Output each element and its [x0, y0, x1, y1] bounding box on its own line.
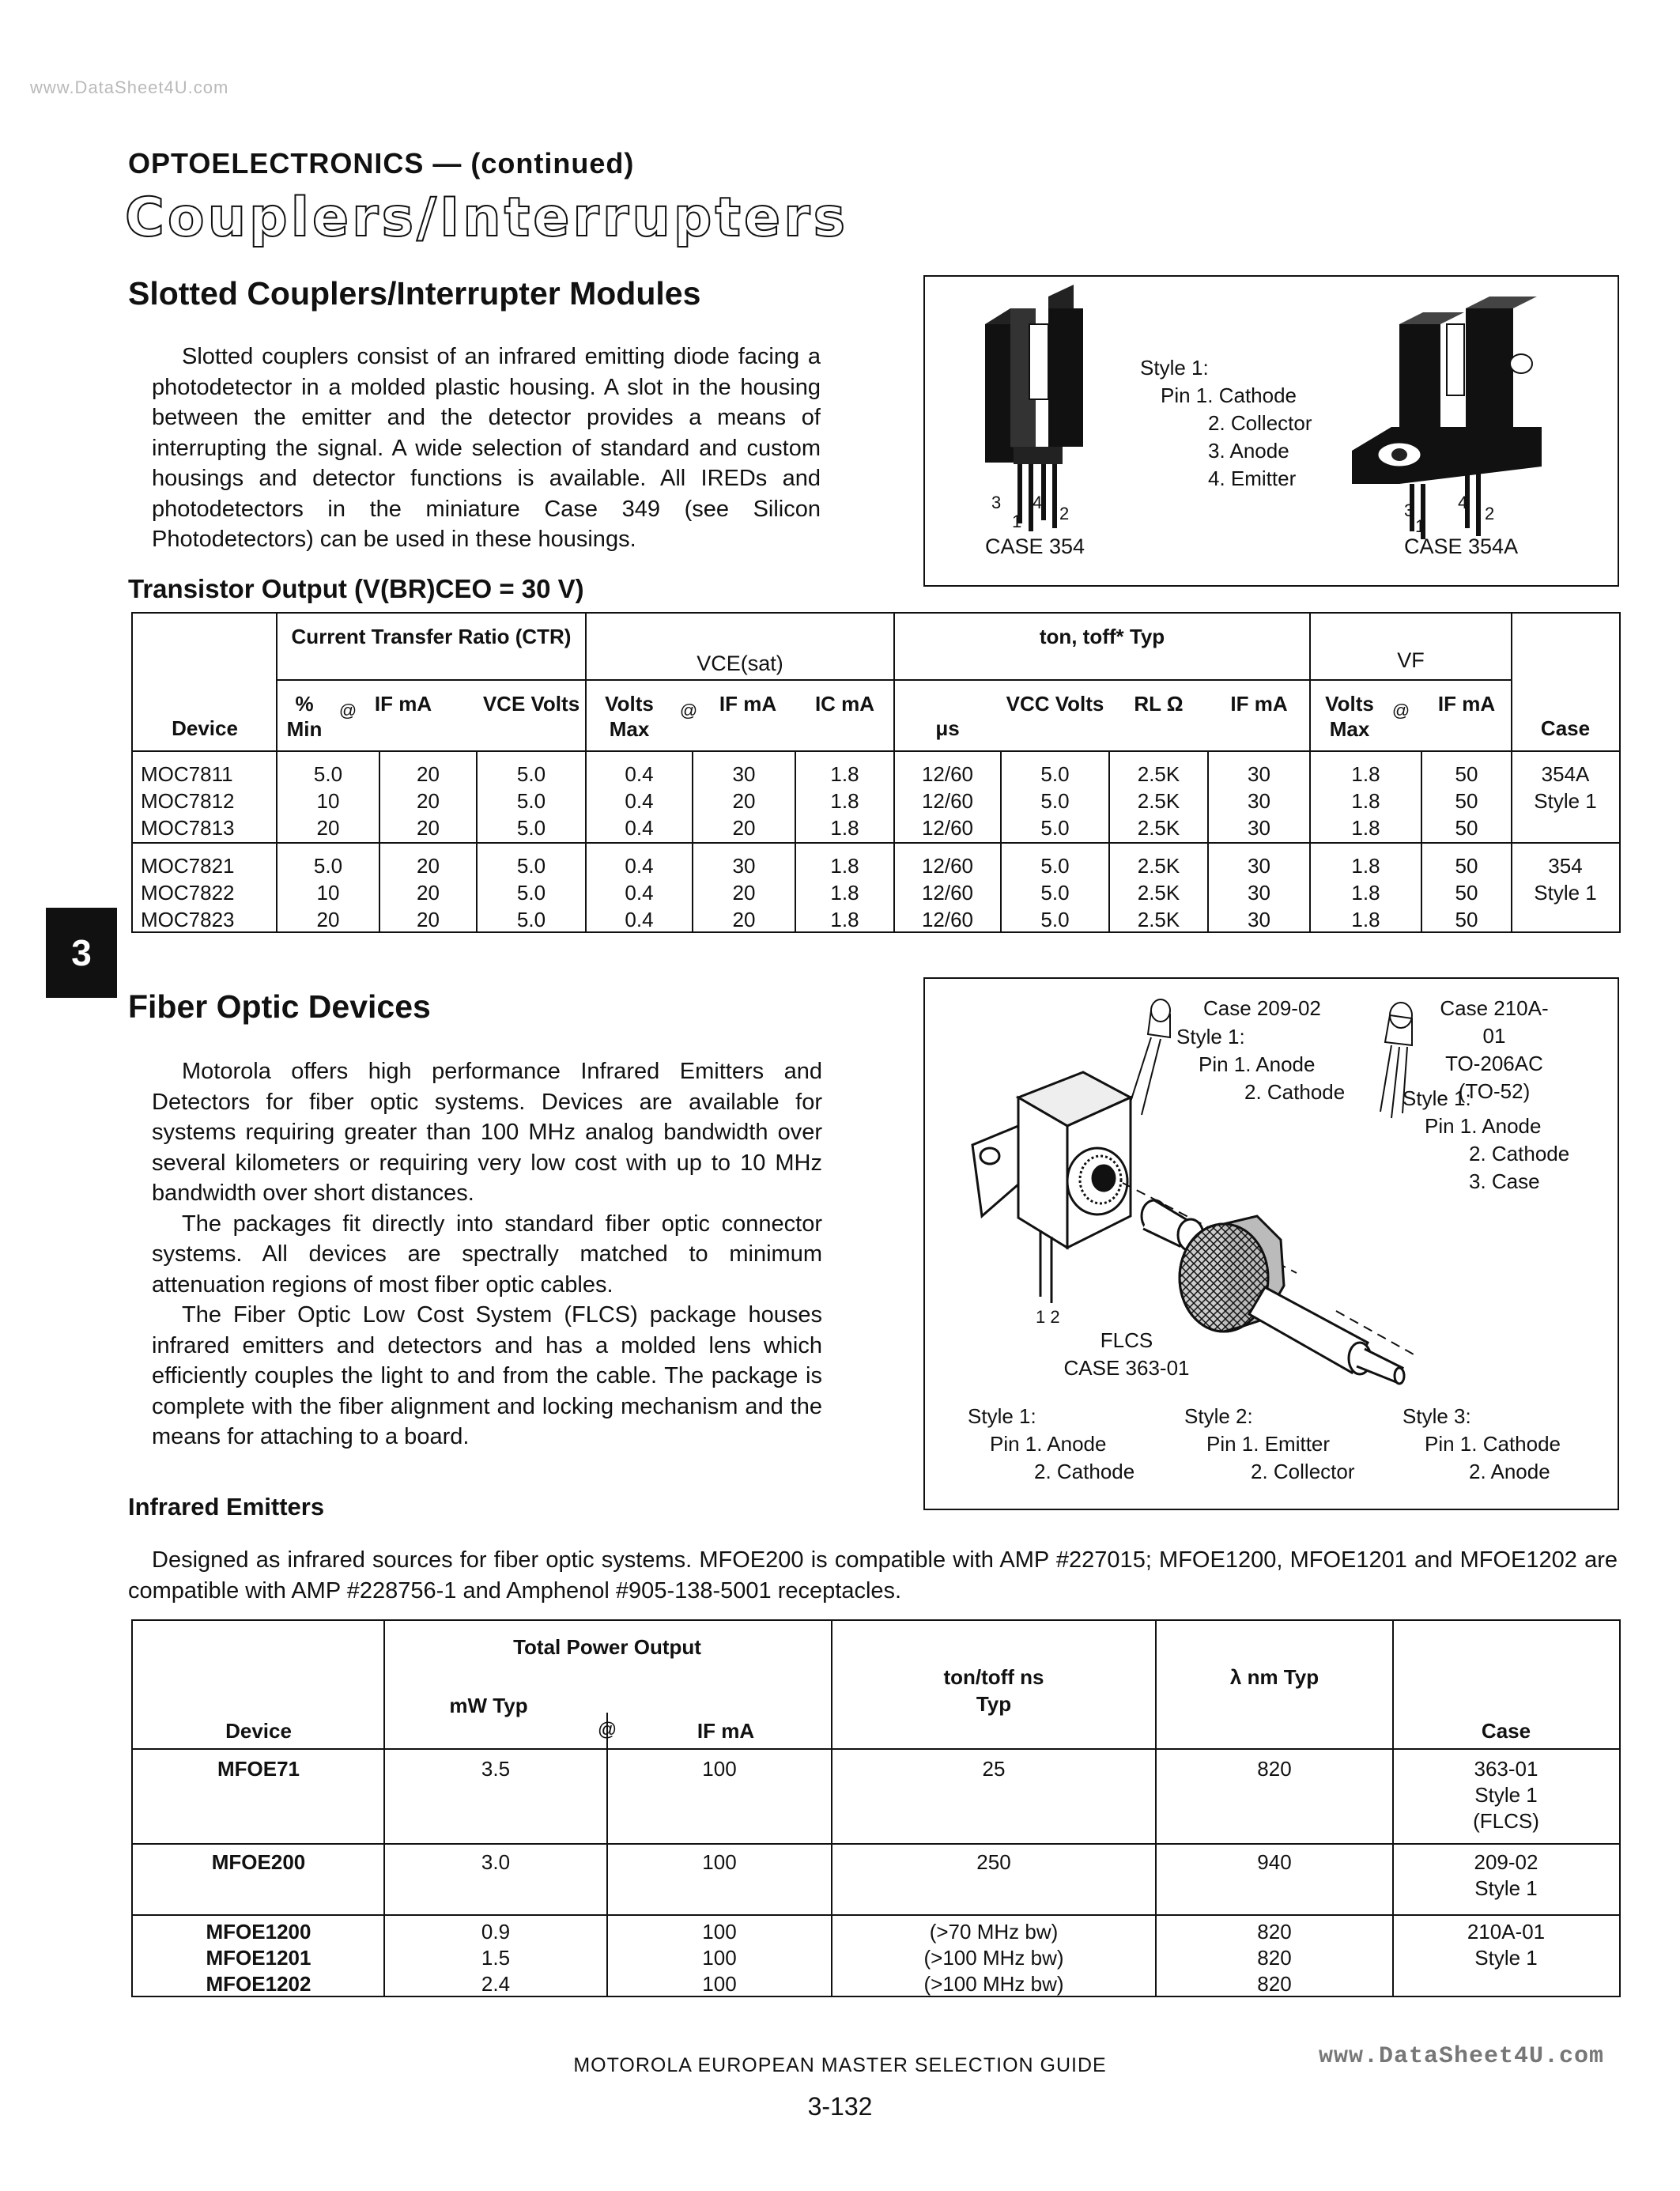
pin-num-3: 3: [991, 493, 1002, 512]
table-cell: 50: [1455, 854, 1478, 878]
device-cell: MOC7822: [141, 881, 235, 905]
col-vmax: Volts Max: [605, 692, 654, 741]
device-cell: MOC7821: [141, 854, 235, 878]
fiber-p3: The Fiber Optic Low Cost System (FLCS) package houses infrared emitters and detectors and has a molded lens which efficiently couples the light to and from the cable. The package is complete with the fiber alignment and locking mechanism and the means for attaching to a board.: [152, 1302, 822, 1449]
case-210-pin-1: Pin 1. Anode: [1425, 1114, 1542, 1138]
table-cell: (>100 MHz bw): [923, 1972, 1064, 1996]
table-cell: 100: [702, 1850, 737, 1874]
table-cell: 3.0: [481, 1850, 511, 1874]
case-354a-drawing: [1352, 297, 1542, 539]
col-rl: RL Ω: [1134, 692, 1184, 716]
table-cell: 12/60: [921, 789, 974, 813]
table-cell: 1.5: [481, 1946, 511, 1970]
table-cell: 1.8: [1351, 881, 1380, 905]
table-cell: 20: [316, 816, 340, 840]
table-cell: 0.4: [625, 881, 654, 905]
em-col-at: @: [597, 1719, 617, 1740]
fiber-style-3-pin-2: 2. Anode: [1469, 1460, 1550, 1483]
table-cell: 50: [1455, 762, 1478, 786]
table-cell: 209-02: [1474, 1850, 1538, 1874]
table-cell: 5.0: [516, 881, 546, 905]
fiber-style-1-pin-2: 2. Cathode: [1034, 1460, 1135, 1483]
table-cell: 25: [982, 1757, 1006, 1781]
footer-guide: MOTOROLA EUROPEAN MASTER SELECTION GUIDE: [573, 2054, 1107, 2076]
table-cell: 0.4: [625, 762, 654, 786]
fiber-style-1: [968, 1403, 1134, 1486]
table-cell: Style 1: [1474, 1876, 1538, 1900]
fiber-figure: [923, 977, 1619, 1510]
table-cell: 5.0: [516, 816, 546, 840]
case-210-pin-3: 3. Case: [1469, 1169, 1540, 1193]
col-us: μs: [935, 716, 960, 740]
emitters-description: Designed as infrared sources for fiber optic systems. MFOE200 is compatible with AMP #227015; MFOE1200, MFOE1201 and MFOE1202 are compatible with AMP #228756-1 and Amphenol #905-138-5001 receptacles.: [128, 1547, 1618, 1604]
pin-num-2: 2: [1059, 504, 1070, 523]
table-cell: 20: [417, 854, 440, 878]
fiber-style-3-label: Style 3:: [1403, 1404, 1471, 1428]
case-209-label: Case 209-02: [1203, 996, 1321, 1020]
table-cell: 20: [732, 881, 756, 905]
table-cell: 2.5K: [1137, 762, 1180, 786]
case-210-pin-2: 2. Cathode: [1469, 1142, 1570, 1165]
case-cell: 354A: [1541, 762, 1590, 786]
fiber-style-1-pin-1: Pin 1. Anode: [990, 1432, 1107, 1456]
table-cell: 1.8: [830, 789, 859, 813]
ton-group-header: ton, toff* Typ: [1039, 625, 1165, 648]
chapter-tab: 3: [46, 908, 117, 998]
flcs-drawing: [972, 1072, 1131, 1303]
device-cell: MFOE200: [211, 1850, 306, 1874]
table-cell: 1.8: [1351, 762, 1380, 786]
case-209-style-label: Style 1:: [1176, 1025, 1245, 1048]
table-cell: Style 1: [1474, 1783, 1538, 1807]
table-cell: 820: [1257, 1972, 1292, 1996]
fiber-style-2-pin-2: 2. Collector: [1251, 1460, 1355, 1483]
fiber-paragraphs: [152, 1056, 822, 1452]
case-210-style-label: Style 1:: [1403, 1086, 1471, 1110]
table-cell: 1.8: [830, 816, 859, 840]
table-cell: 5.0: [313, 762, 343, 786]
col-if3: IF mA: [1230, 692, 1288, 716]
table-cell: 5.0: [1040, 881, 1070, 905]
flcs-line-1: FLCS: [1100, 1328, 1153, 1352]
col-at1: @: [338, 701, 357, 720]
table-cell: Style 1: [1474, 1946, 1538, 1970]
emitters-table: [131, 1619, 1621, 1997]
table-cell: 30: [1248, 816, 1270, 840]
table-cell: 5.0: [1040, 789, 1070, 813]
em-col-if: IF mA: [697, 1719, 755, 1743]
watermark-bottom: www.DataSheet4U.com: [1319, 2043, 1605, 2070]
table-cell: 2.5K: [1137, 854, 1180, 878]
pin-num-2b: 2: [1485, 504, 1495, 523]
device-cell: MFOE1201: [206, 1946, 311, 1970]
pin-4: 4. Emitter: [1208, 467, 1297, 490]
device-cell: MFOE71: [217, 1757, 300, 1781]
device-cell: MOC7823: [141, 908, 235, 931]
table-cell: 940: [1257, 1850, 1292, 1874]
table-cell: (>70 MHz bw): [929, 1920, 1059, 1944]
ctr-group-header: Current Transfer Ratio (CTR): [291, 625, 572, 648]
table-cell: 12/60: [921, 854, 974, 878]
col-vcc: VCC Volts: [1006, 692, 1104, 716]
slotted-figure: [923, 275, 1619, 587]
fiber-style-3-pin-1: Pin 1. Cathode: [1425, 1432, 1561, 1456]
table-cell: 20: [417, 789, 440, 813]
col-ic: IC mA: [814, 692, 875, 716]
table-cell: 30: [1248, 854, 1270, 878]
table-cell: 5.0: [516, 789, 546, 813]
pin-num-3b: 3: [1404, 501, 1414, 520]
table-cell: 100: [702, 1757, 737, 1781]
table-cell: 5.0: [1040, 908, 1070, 931]
case-354a-label: CASE 354A: [1404, 535, 1519, 558]
table-cell: 363-01: [1474, 1757, 1538, 1781]
pin-2: 2. Collector: [1208, 411, 1312, 435]
col-vce: VCE Volts: [482, 692, 580, 716]
table-cell: 3.5: [481, 1757, 511, 1781]
case-cell: Style 1: [1534, 881, 1597, 905]
fiber-style-2-pin-1: Pin 1. Emitter: [1206, 1432, 1331, 1456]
pin-1: Pin 1. Cathode: [1161, 383, 1297, 407]
table-cell: 30: [1248, 908, 1270, 931]
device-cell: MFOE1200: [206, 1920, 311, 1944]
transistor-table: [131, 612, 1621, 933]
col-at2: @: [679, 701, 698, 720]
table-cell: 50: [1455, 816, 1478, 840]
style-1-block: [1140, 354, 1312, 493]
table-cell: 20: [417, 881, 440, 905]
table-cell: 50: [1455, 881, 1478, 905]
fiber-p1: Motorola offers high performance Infrared Emitters and Detectors for fiber optic systems. Devices are available for systems requiring greater than 100 MHz analog bandwidth over several kilometers or requiring very low cost with up to 10 MHz bandwidth over short distances.: [152, 1059, 822, 1206]
case-210-line-3: (TO-52): [1458, 1079, 1531, 1103]
fiber-style-2: [1184, 1403, 1355, 1486]
table-cell: 20: [732, 816, 756, 840]
table-cell: 5.0: [313, 854, 343, 878]
table-cell: 0.4: [625, 789, 654, 813]
table-cell: 100: [702, 1946, 737, 1970]
table-cell: 20: [417, 762, 440, 786]
pin-num-1b: 1: [1415, 516, 1425, 536]
table-cell: 12/60: [921, 762, 974, 786]
table-cell: 2.5K: [1137, 908, 1180, 931]
fiber-style-2-label: Style 2:: [1184, 1404, 1253, 1428]
table-cell: 1.8: [830, 881, 859, 905]
slotted-heading: Slotted Couplers/Interrupter Modules: [128, 275, 701, 312]
device-cell: MFOE1202: [206, 1972, 311, 1996]
table-cell: 12/60: [921, 816, 974, 840]
flcs-line-2: CASE 363-01: [1063, 1356, 1190, 1380]
table-cell: 0.4: [625, 816, 654, 840]
slotted-paragraph: [152, 342, 821, 555]
table-cell: 30: [732, 762, 756, 786]
table-cell: 20: [316, 908, 340, 931]
case-210-line-2: TO-206AC: [1445, 1052, 1543, 1075]
table-cell: 820: [1257, 1946, 1292, 1970]
table-cell: 2.4: [481, 1972, 511, 1996]
col-pct: % Min: [286, 692, 323, 741]
table-cell: 12/60: [921, 881, 974, 905]
slotted-text: Slotted couplers consist of an infrared emitting diode facing a photodetector in a molded plastic housing. A slot in the housing between the emitter and the detector provides a means of interrupting the signal. A wide selection of standard and custom housings and detector functions is available. All IREDs and photodetectors in the miniature Case 349 (see Silicon Photodetectors) can be used in these housings.: [152, 344, 821, 552]
table-cell: 1.8: [1351, 908, 1380, 931]
transistor-table-title: Transistor Output (V(BR)CEO = 30 V): [128, 574, 584, 603]
table-cell: 20: [732, 908, 756, 931]
vf-group-header: VF: [1397, 648, 1425, 672]
table-cell: 1.8: [830, 908, 859, 931]
table-cell: 5.0: [516, 854, 546, 878]
table-cell: 820: [1257, 1757, 1292, 1781]
fiber-heading: Fiber Optic Devices: [128, 988, 431, 1025]
pin-num-4: 4: [1033, 493, 1043, 512]
table-cell: 30: [732, 854, 756, 878]
em-col-case: Case: [1481, 1719, 1531, 1743]
emitters-heading: Infrared Emitters: [128, 1493, 325, 1520]
table-cell: 10: [316, 789, 340, 813]
table-cell: 50: [1455, 908, 1478, 931]
col-if1: IF mA: [374, 692, 432, 716]
col-at3: @: [1391, 701, 1410, 720]
em-col-tpo: Total Power Output: [513, 1635, 701, 1659]
style-label: Style 1:: [1140, 356, 1209, 380]
table-cell: 5.0: [1040, 762, 1070, 786]
fiber-p2: The packages fit directly into standard fiber optic connector systems. All devices are spectrally matched to minimum attenuation regions of most fiber optic cables.: [152, 1211, 822, 1298]
table-cell: 210A-01: [1467, 1920, 1546, 1944]
page-title: Couplers/Interrupters: [125, 187, 849, 249]
section-heading: OPTOELECTRONICS — (continued): [128, 147, 635, 179]
table-cell: (>100 MHz bw): [923, 1946, 1064, 1970]
vcesat-group-header: VCE(sat): [697, 652, 783, 675]
table-cell: 20: [732, 789, 756, 813]
case-354-label: CASE 354: [985, 535, 1085, 558]
table-cell: 1.8: [1351, 854, 1380, 878]
table-cell: 0.4: [625, 908, 654, 931]
table-cell: 20: [417, 908, 440, 931]
em-col-device: Device: [225, 1719, 292, 1743]
table-cell: 250: [976, 1850, 1011, 1874]
table-cell: 30: [1248, 762, 1270, 786]
pin-num-1: 1: [1012, 512, 1022, 531]
pin-3: 3. Anode: [1208, 439, 1289, 463]
table-cell: 2.5K: [1137, 881, 1180, 905]
case-209-pin-1: Pin 1. Anode: [1199, 1052, 1316, 1076]
table-cell: 5.0: [1040, 854, 1070, 878]
em-col-mw: mW Typ: [449, 1694, 528, 1717]
table-cell: 100: [702, 1920, 737, 1944]
col-device: Device: [172, 716, 238, 740]
table-cell: 2.5K: [1137, 789, 1180, 813]
case-209-pin-2: 2. Cathode: [1244, 1080, 1346, 1104]
case-cell: 354: [1548, 854, 1583, 878]
fiber-style-1-label: Style 1:: [968, 1404, 1036, 1428]
pin-num-4b: 4: [1458, 493, 1468, 512]
table-cell: 1.8: [830, 762, 859, 786]
flcs-label: [1051, 1327, 1202, 1382]
col-if4: IF mA: [1437, 692, 1496, 716]
table-cell: 12/60: [921, 908, 974, 931]
col-if2: IF mA: [719, 692, 777, 716]
case-210-style: [1403, 1085, 1569, 1196]
device-cell: MOC7811: [141, 762, 233, 786]
flcs-pin-numbers: 1 2: [1036, 1307, 1060, 1327]
table-cell: 5.0: [516, 908, 546, 931]
em-col-ton: ton/toff ns Typ: [943, 1665, 1044, 1716]
case-209-02-drawing: [1127, 999, 1170, 1115]
watermark-top: www.DataSheet4U.com: [30, 77, 229, 97]
device-cell: MOC7812: [141, 789, 235, 813]
table-cell: 30: [1248, 881, 1270, 905]
col-vf-max: Volts Max: [1325, 692, 1374, 741]
table-cell: 50: [1455, 789, 1478, 813]
table-cell: 0.4: [625, 854, 654, 878]
table-cell: 5.0: [516, 762, 546, 786]
fiber-style-3: [1403, 1403, 1561, 1486]
table-cell: 2.5K: [1137, 816, 1180, 840]
table-cell: 20: [417, 816, 440, 840]
page-number: 3-132: [807, 2092, 873, 2121]
table-cell: (FLCS): [1473, 1809, 1539, 1833]
table-cell: 1.8: [830, 854, 859, 878]
case-210-line-1: Case 210A-01: [1440, 996, 1549, 1048]
table-cell: 30: [1248, 789, 1270, 813]
table-cell: 0.9: [481, 1920, 511, 1944]
table-cell: 820: [1257, 1920, 1292, 1944]
case-cell: Style 1: [1534, 789, 1597, 813]
table-cell: 1.8: [1351, 789, 1380, 813]
device-cell: MOC7813: [141, 816, 235, 840]
table-cell: 1.8: [1351, 816, 1380, 840]
case-209-style: [1176, 1023, 1345, 1106]
em-col-lambda: λ nm Typ: [1229, 1665, 1319, 1689]
col-case: Case: [1540, 716, 1591, 740]
table-cell: 5.0: [1040, 816, 1070, 840]
table-cell: 100: [702, 1972, 737, 1996]
table-cell: 10: [316, 881, 340, 905]
